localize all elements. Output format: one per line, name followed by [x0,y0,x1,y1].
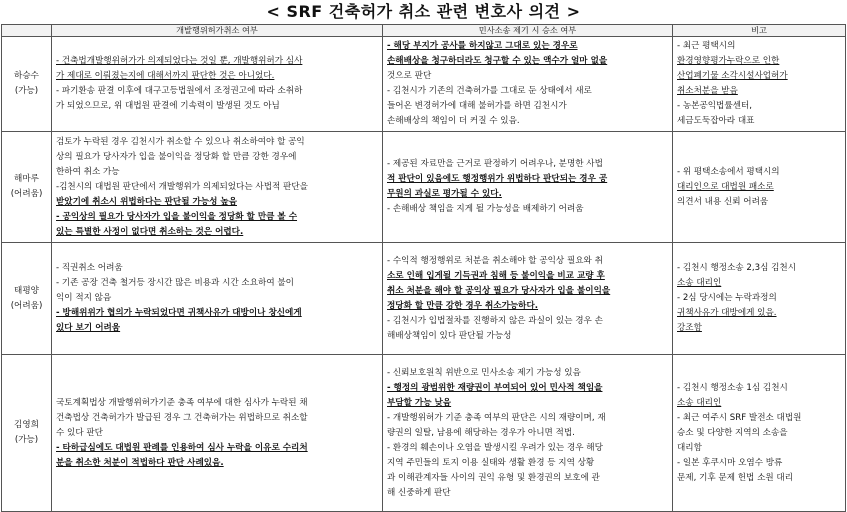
civil-suit-opinion [383,243,673,355]
permit-cancellation-opinion [52,355,383,512]
remarks [673,37,846,132]
text-line: 손해배상의 책임이 더 커질 수 있음. [387,116,520,126]
text-line: - 방해위위가 협의가 누락되었다면 귀책사유가 대방이나 창신에게 [56,308,302,318]
text-line: 상의 필요가 당사자가 입을 불이익을 정당화 할 만큼 강한 경우에 [56,151,297,162]
text-line: -김천시의 대법원 판단에서 개발행위가 의제되었다는 사법적 판단을 [56,181,308,192]
text-line: - 기존 공장 건축 철거등 장시간 많은 비용과 시간 소요하여 불이 [56,278,294,288]
header-name [2,25,52,37]
text-line: 분을 취소한 처분이 적법하다 판단 사례있음. [56,457,224,468]
text-line: 취소 처분을 해야 할 공익상 필요가 당사자가 입을 불이익을 [387,285,611,296]
text-line: - 김천시 행정소송 1심 김천시 [677,382,788,393]
text-line: 문제, 기후 문제 헌법 소원 대리 [677,472,794,483]
text-line: 지역 주민들의 토지 이용 실태와 생활 환경 등 지역 상황 [387,457,595,468]
text-line: 대리인으로 대법원 패소로 [677,181,774,192]
text-line: 산업폐기물 소각시설사업허가 [677,71,788,81]
text-line: - 개발행위허가 기준 충족 여부의 판단은 시의 재량이며, 재 [387,412,606,423]
text-line: - 농본공익법률센터, [677,101,752,111]
text-line: 수 있다 판단 [56,427,103,438]
permit-cancellation-opinion [52,132,383,243]
text-line: 것으로 판단 [387,71,432,81]
text-line: 받았기에 취소시 위법하다는 판단될 가능성 높음 [56,196,237,207]
permit-cancellation-opinion [52,243,383,355]
header-civil-suit: 민사소송 제기 시 승소 여부 [383,25,673,37]
text-line: 손해배상을 청구하더라도 청구할 수 있는 액수가 얼마 없을 [387,56,608,66]
text-line: 귀책사유가 대방에게 있음. [677,308,777,318]
text-line: - 수익적 행정행위로 처분을 취소해야 할 공익상 필요와 취 [387,255,603,266]
remarks [673,132,846,243]
table-row [2,243,846,355]
text-line: - 환경의 훼손이나 오염을 발생시킬 우려가 있는 경우 해당 [387,442,603,453]
text-line: 건축법상 건축허가가 발급된 경우 그 건축허가는 위법하므로 취소할 [56,412,308,423]
lawyer-name-cell [2,243,52,355]
text-line: - 공익상의 필요가 당사자가 입을 불이익을 정당화 할 만큼 볼 수 [56,211,298,222]
lawyer-name: 하승수 [14,71,39,81]
text-line: - 타하급심에도 대법원 판례를 인용하여 심사 누락을 이유로 수리처 [56,442,308,453]
text-line: 가 제대로 이뤄졌는지에 대해서까지 판단한 것은 아니었다. [56,71,275,81]
text-line: - 위 평택소송에서 평택시의 [677,166,780,177]
lawyer-name-cell [2,132,52,243]
remarks [673,243,846,355]
text-line: 취소처분을 받음 [677,86,738,96]
text-line: - 김천시가 기존의 건축허가를 그대로 둔 상태에서 새로 [387,86,592,96]
civil-suit-opinion [383,355,673,512]
text-line: 소송 대리인 [677,397,722,408]
text-line: 들어온 변경허가에 대해 불허가를 하면 김천시가 [387,101,567,111]
table-row [2,355,846,512]
text-line: - 파기환송 판결 이후에 대구고등법원에서 조정권고에 따라 소취하 [56,86,303,96]
text-line: 대리함 [677,442,702,453]
text-line: - 김천시 행정소송 2,3심 김천시 [677,263,797,273]
header-permit-cancellation: 개발행위허가취소 여부 [52,25,383,37]
lawyer-verdict: (가능) [14,435,39,445]
text-line: 강조함 [677,323,702,333]
text-line: 한하여 취소 가능 [56,166,120,177]
text-line: - 제공된 자료만을 근거로 판정하기 어려우나, 분명한 사법 [387,159,603,169]
text-line: - 건축법개발행위허가가 의제되었다는 것일 뿐, 개발행위허가 심사 [56,56,303,66]
text-line: 해배상책임이 있다 판단될 가능성 [387,330,512,341]
text-line: - 행정의 광범위한 재량권이 부여되어 있어 민사적 책임을 [387,382,603,393]
text-line: - 최근 평택시의 [677,41,736,51]
lawyer-name: 김영희 [14,420,39,430]
header-remarks: 비고 [673,25,846,37]
text-line: 있는 특별한 사정이 없다면 취소하는 것은 어렵다. [56,226,244,237]
text-line: 적 판단이 있음에도 행정행위가 위법하다 판단되는 경우 공 [387,174,608,184]
document-title: < SRF 건축허가 취소 관련 변호사 의견 > [266,2,581,21]
text-line: 의견서 내용 신뢰 어려움 [677,196,769,207]
text-line: - 2심 당시에는 누락과정의 [677,293,777,303]
table-row [2,132,846,243]
text-line: - 김천시가 입법절차를 진행하지 않은 과실이 있는 경우 손 [387,315,603,326]
lawyer-name: 해마루 [14,174,39,184]
text-line: 량권의 일탈, 남용에 해당하는 경우가 아니면 적법. [387,427,575,438]
text-line: 검토가 누락된 경우 김천시가 취소할 수 있으나 취소하여야 할 공익 [56,136,305,147]
text-line: - 직권취소 어려움 [56,263,123,273]
text-line: 승소 및 다양한 지역의 소송을 [677,427,788,438]
text-line: 부담할 가능 낮음 [387,397,452,408]
text-line: - 손해배상 책임을 지게 될 가능성을 배제하기 어려움 [387,204,584,214]
lawyer-name-cell [2,355,52,512]
lawyer-name-cell [2,37,52,132]
text-line: 과 이해관계자들 사이의 권익 유형 및 환경권의 보호에 관 [387,472,600,483]
text-line: 무원의 과실로 평가될 수 있다. [387,189,502,199]
text-line: 소로 인해 입게될 기득권과 침해 등 불이익을 비교 교량 후 [387,270,605,281]
text-line: - 해당 부지가 공사를 하지않고 그대로 있는 경우로 [387,41,578,51]
text-line: 해 신중하게 판단 [387,487,451,498]
lawyer-verdict: (어려움) [10,189,43,199]
civil-suit-opinion [383,37,673,132]
lawyer-verdict: (가능) [14,86,39,96]
text-line: - 일본 후쿠시마 오염수 방류 [677,457,783,468]
remarks [673,355,846,512]
permit-cancellation-opinion [52,37,383,132]
text-line: 국토계획법상 개발행위허가기준 충족 여부에 대한 심사가 누락된 채 [56,397,308,408]
text-line: 정당화 할 만큼 강한 경우 취소가능하다. [387,300,539,311]
text-line: 세금도둑잡아라 대표 [677,116,755,126]
text-line: 익이 적지 않음 [56,293,112,303]
lawyer-name: 태평양 [14,285,39,296]
header-row [2,25,846,37]
text-line: - 최근 여주시 SRF 발전소 대법원 [677,412,802,423]
text-line: 있다 보기 어려움 [56,323,121,333]
text-line: 환경영향평가누락으로 인한 [677,56,780,66]
opinion-table [1,24,846,512]
text-line: 가 되었으므로, 위 대법원 판결에 기속력이 발생된 것도 아님 [56,101,280,111]
lawyer-verdict: (어려움) [10,300,43,311]
text-line: - 신뢰보호원칙 위반으로 민사소송 제기 가능성 있음 [387,367,581,378]
table-row [2,37,846,132]
civil-suit-opinion [383,132,673,243]
text-line: 소송 대리인 [677,278,722,288]
